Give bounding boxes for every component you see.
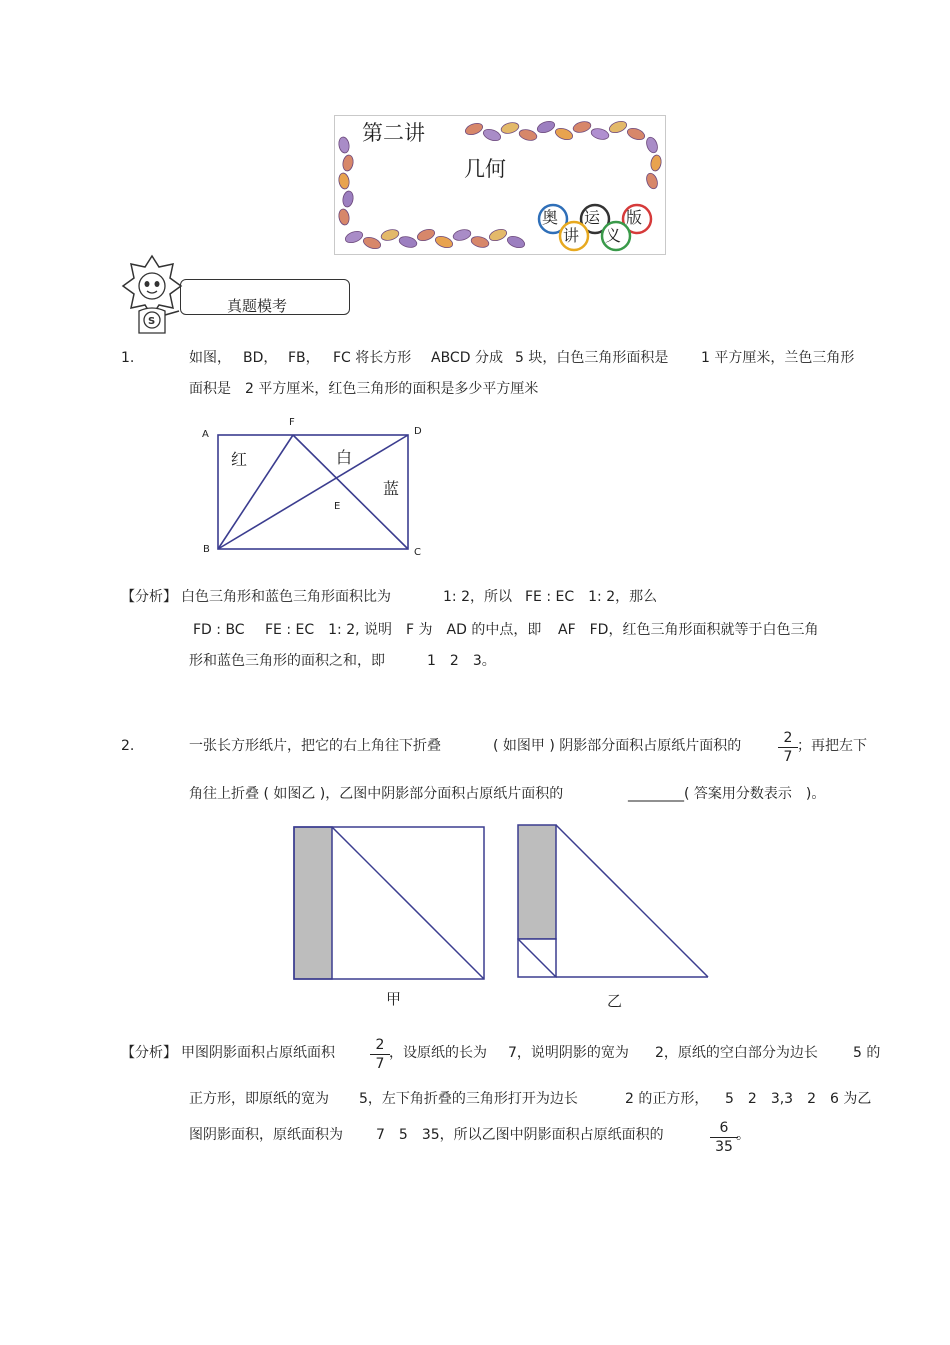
ring-char-1: 奥 [542,208,559,227]
fraction-denominator: 35 [715,1139,733,1155]
analysis-text: 形和蓝色三角形的面积之和，即 [189,653,385,669]
analysis-text: 5 2 3,3 2 6 为乙 [725,1091,872,1107]
ring-char-5: 义 [605,226,622,245]
point-label-d: D [414,426,422,437]
topic-title: 几何 [464,157,506,181]
point-label-c: C [414,547,421,558]
ring-char-3: 版 [626,208,643,227]
fraction-numerator: 2 [778,729,798,748]
q1-text-part: FB， [288,350,320,366]
q1-text-part: FC 将长方形 [333,350,412,366]
ring-char-4: 讲 [563,226,580,245]
point-label-a: A [202,429,209,440]
q2-number: 2. [121,738,135,754]
analysis-fraction [370,1036,390,1073]
q1-text-part: 1 平方厘米，兰色三角形 [701,350,855,366]
analysis-text: 1 2 3。 [427,653,496,669]
point-label-b: B [203,544,210,555]
q2-figure-yi [514,821,714,981]
analysis-text: 图阴影面积，原纸面积为 [189,1127,343,1143]
analysis-text: 5，左下角折叠的三角形打开为边长 [359,1091,578,1107]
analysis-text: 7 5 35，所以乙图中阴影面积占原纸面积的 [376,1127,664,1143]
q1-text-part: ABCD 分成 [431,350,503,366]
analysis-text: FE : EC 1: 2, 说明 F 为 AD 的中点，即 [265,622,542,638]
q2-text: ( 如图甲 ) 阴影部分面积占原纸片面积的 [493,738,742,754]
region-white-label: 白 [336,448,353,467]
q2-text: ；再把左下 [797,738,867,754]
figure-label-jia: 甲 [386,990,402,1008]
analysis-text: 。 [736,1127,750,1143]
q2-text: 一张长方形纸片，把它的右上角往下折叠 [189,738,441,754]
analysis-text: FD : BC [193,622,245,638]
analysis-text: 白色三角形和蓝色三角形面积比为 [181,589,391,605]
analysis-text: 正方形，即原纸的宽为 [189,1091,329,1107]
point-label-f: F [289,417,295,428]
analysis-tag: 【分析】 [121,589,177,605]
q1-text-part: BD， [243,350,278,366]
analysis-fraction [710,1119,738,1156]
region-red-label: 红 [231,450,248,469]
q1-text-part: 5 块，白色三角形面积是 [515,350,669,366]
analysis-tag: 【分析】 [121,1045,177,1061]
fraction-denominator: 7 [375,1056,385,1072]
analysis-text: 2，原纸的空白部分为边长 [655,1045,818,1061]
mascot-icon [119,253,185,337]
analysis-text: 2 的正方形， [625,1091,709,1107]
fraction-denominator: 7 [783,749,793,765]
q1-text-part: 如图， [189,350,231,366]
svg-text:S: S [148,316,156,327]
analysis-text: ，设原纸的长为 [389,1045,487,1061]
analysis-text: 5 的 [853,1045,881,1061]
point-label-e: E [334,501,341,512]
section-label: 真题模考 [227,297,288,315]
title-banner [334,115,666,255]
region-blue-label: 蓝 [383,479,400,498]
ring-char-2: 运 [584,208,601,227]
q1-text-line2: 面积是 2 平方厘米，红色三角形的面积是多少平方厘米 [189,381,539,397]
fraction-numerator: 6 [710,1119,738,1138]
q2-fraction [778,729,798,766]
analysis-text: 7，说明阴影的宽为 [508,1045,629,1061]
analysis-text: 甲图阴影面积占原纸面积 [181,1045,335,1061]
q2-answer-blank: ________( 答案用分数表示 )。 [628,786,826,802]
figure-label-yi: 乙 [607,992,623,1010]
analysis-text: AF FD，红色三角形面积就等于白色三角 [558,622,819,638]
q2-figure-jia [290,823,490,983]
fraction-numerator: 2 [370,1036,390,1055]
q2-text: 角往上折叠 ( 如图乙 )，乙图中阴影部分面积占原纸片面积的 [189,786,564,802]
lecture-number: 第二讲 [362,121,425,145]
section-header [180,279,350,315]
analysis-text: 1: 2，所以 [443,589,512,605]
q1-number: 1. [121,350,135,366]
analysis-text: FE : EC 1: 2，那么 [525,589,658,605]
